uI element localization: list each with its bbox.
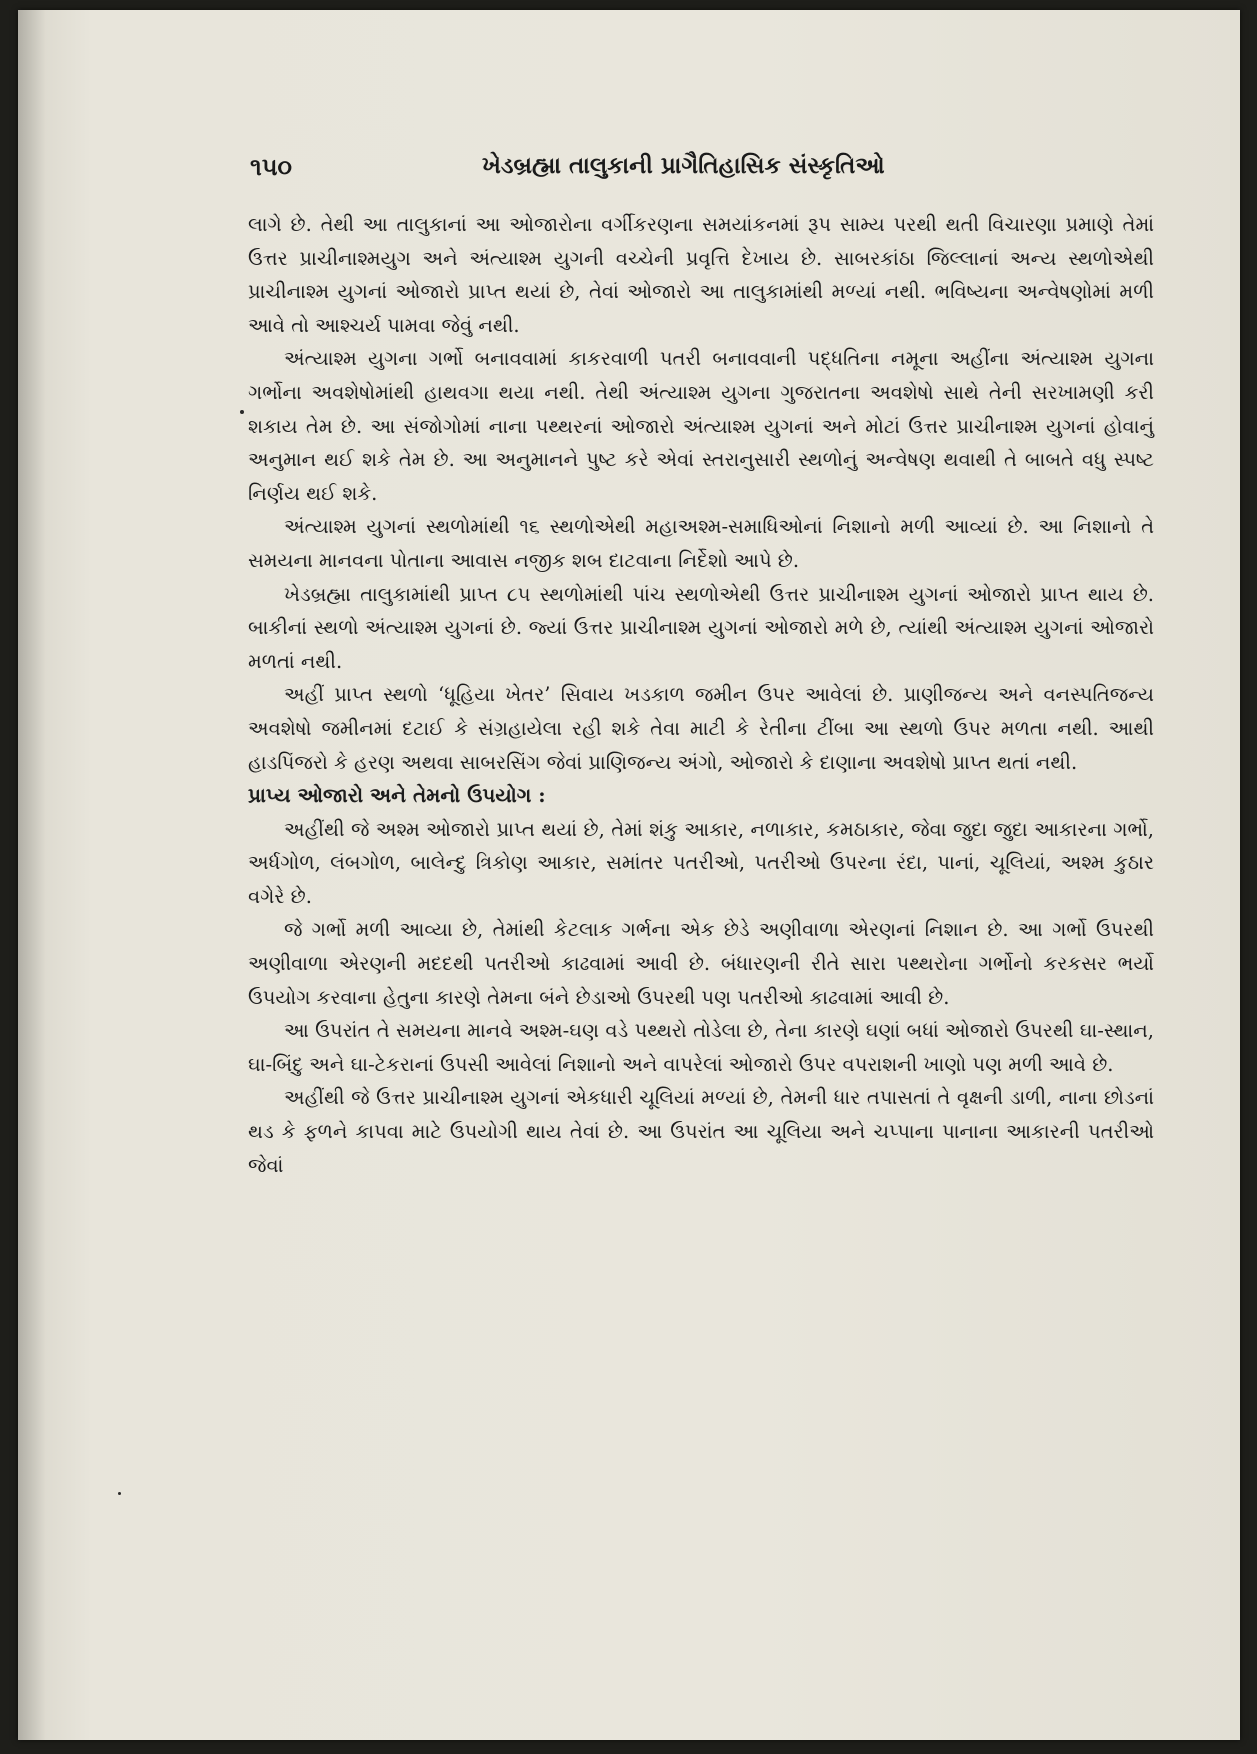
paragraph: જે ગર્ભો મળી આવ્યા છે, તેમાંથી કેટલાક ગર્ભના એક છેડે અણીવાળા એરણનાં નિશાન છે. આ ગર્ભો ઉપરથી અણીવાળા એરણની મદદથી પતરીઓ કાઢવામાં આવી છે. બંધારણની રીતે સારા પથ્થરોના ગર્ભોનો કરકસર ભર્યો ઉપયોગ કરવાના હેતુના કારણે તેમના બંને છેડાઓ ઉપરથી પણ પતરીઓ કાઢવામાં આવી છે. bbox=[248, 918, 1154, 1009]
paragraph-continued: લાગે છે. તેથી આ તાલુકાનાં આ ઓજારોના વર્ગીકરણના સમયાંકનમાં રૂપ સામ્ય પરથી થતી વિચારણા પ્રમાણે તેમાં ઉત્તર પ્રાચીનાશ્મયુગ અને અંત્યાશ્મ યુગની વચ્ચેની પ્રવૃત્તિ દેખાય છે. સાબરકાંઠા જિલ્લાનાં અન્ય સ્થળોએથી પ્રાચીનાશ્મ યુગનાં ઓજારો પ્રાપ્ત થયાં છે, તેવાં ઓજારો આ તાલુકામાંથી મળ્યાં નથી. ભવિષ્યના અન્વેષણોમાં મળી આવે તો આશ્ચર્ય પામવા જેવું નથી. bbox=[248, 213, 1154, 337]
body-text bbox=[248, 208, 1154, 1182]
section-heading: પ્રાપ્ય ઓજારો અને તેમનો ઉપયોગ : bbox=[248, 783, 546, 808]
paragraph: ખેડબ્રહ્મા તાલુકામાંથી પ્રાપ્ત ૮૫ સ્થળોમાંથી પાંચ સ્થળોએથી ઉત્તર પ્રાચીનાશ્મ યુગનાં ઓજારો પ્રાપ્ત થાય છે. બાકીનાં સ્થળો અંત્યાશ્મ યુગનાં છે. જ્યાં ઉત્તર પ્રાચીનાશ્મ યુગનાં ઓજારો મળે છે, ત્યાંથી અંત્યાશ્મ યુગનાં ઓજારો મળતાં નથી. bbox=[248, 582, 1154, 673]
paragraph: અહીંથી જે ઉત્તર પ્રાચીનાશ્મ યુગનાં એકધારી ચૂલિયાં મળ્યાં છે, તેમની ધાર તપાસતાં તે વૃક્ષની ડાળી, નાના છોડનાં થડ કે ફળને કાપવા માટે ઉપયોગી થાય તેવાં છે. આ ઉપરાંત આ ચૂલિયા અને ચપ્પાના પાનાના આકારની પતરીઓ જેવાં bbox=[248, 1086, 1154, 1177]
page-header bbox=[250, 152, 1150, 192]
paragraph: અંત્યાશ્મ યુગનાં સ્થળોમાંથી ૧૬ સ્થળોએથી મહાઅશ્મ-સમાધિઓનાં નિશાનો મળી આવ્યાં છે. આ નિશાનો તે સમયના માનવના પોતાના આવાસ નજીક શબ દાટવાના નિર્દેશો આપે છે. bbox=[248, 515, 1154, 572]
ink-speck bbox=[240, 410, 244, 414]
book-page bbox=[18, 10, 1240, 1740]
ink-speck bbox=[118, 1492, 121, 1495]
running-title: ખેડબ્રહ્મા તાલુકાની પ્રાગૈતિહાસિક સંસ્કૃતિઓ bbox=[482, 152, 885, 179]
binding-shadow bbox=[18, 10, 46, 1740]
paragraph: અંત્યાશ્મ યુગના ગર્ભો બનાવવામાં કાકરવાળી પતરી બનાવવાની પદ્ધતિના નમૂના અહીંના અંત્યાશ્મ યુગના ગર્ભોના અવશેષોમાંથી હાથવગા થયા નથી. તેથી અંત્યાશ્મ યુગના ગુજરાતના અવશેષો સાથે તેની સરખામણી કરી શકાય તેમ છે. આ સંજોગોમાં નાના પથ્થરનાં ઓજારો અંત્યાશ્મ યુગનાં અને મોટાં ઉત્તર પ્રાચીનાશ્મ યુગનાં હોવાનું અનુમાન થઈ શકે તેમ છે. આ અનુમાનને પુષ્ટ કરે એવાં સ્તરાનુસારી સ્થળોનું અન્વેષણ થવાથી તે બાબતે વધુ સ્પષ્ટ નિર્ણય થઈ શકે. bbox=[248, 347, 1154, 505]
page-number: ૧૫૦ bbox=[250, 152, 292, 181]
paragraph: અહીં પ્રાપ્ત સ્થળો ‘ધૂહિયા ખેતર’ સિવાય ખડકાળ જમીન ઉપર આવેલાં છે. પ્રાણીજન્ય અને વનસ્પતિજન્ય અવશેષો જમીનમાં દટાઈ કે સંગ્રહાયેલા રહી શકે તેવા માટી કે રેતીના ટીંબા આ સ્થળો ઉપર મળતા નથી. આથી હાડપિંજરો કે હરણ અથવા સાબરસિંગ જેવાં પ્રાણિજન્ય અંગો, ઓજારો કે દાણાના અવશેષો પ્રાપ્ત થતાં નથી. bbox=[248, 683, 1154, 774]
paragraph: અહીંથી જે અશ્મ ઓજારો પ્રાપ્ત થયાં છે, તેમાં શંકુ આકાર, નળાકાર, કમઠાકાર, જેવા જુદા જુદા આકારના ગર્ભો, અર્ધગોળ, લંબગોળ, બાલેન્દુ ત્રિકોણ આકાર, સમાંતર પતરીઓ, પતરીઓ ઉપરના રંદા, પાનાં, ચૂલિયાં, અશ્મ કુઠાર વગેરે છે. bbox=[248, 817, 1154, 908]
paragraph: આ ઉપરાંત તે સમયના માનવે અશ્મ-ઘણ વડે પથ્થરો તોડેલા છે, તેના કારણે ઘણાં બધાં ઓજારો ઉપરથી ઘા-સ્થાન, ઘા-બિંદુ અને ઘા-ટેકરાનાં ઉપસી આવેલાં નિશાનો અને વાપરેલાં ઓજારો ઉપર વપરાશની ખાણો પણ મળી આવે છે. bbox=[248, 1019, 1154, 1076]
